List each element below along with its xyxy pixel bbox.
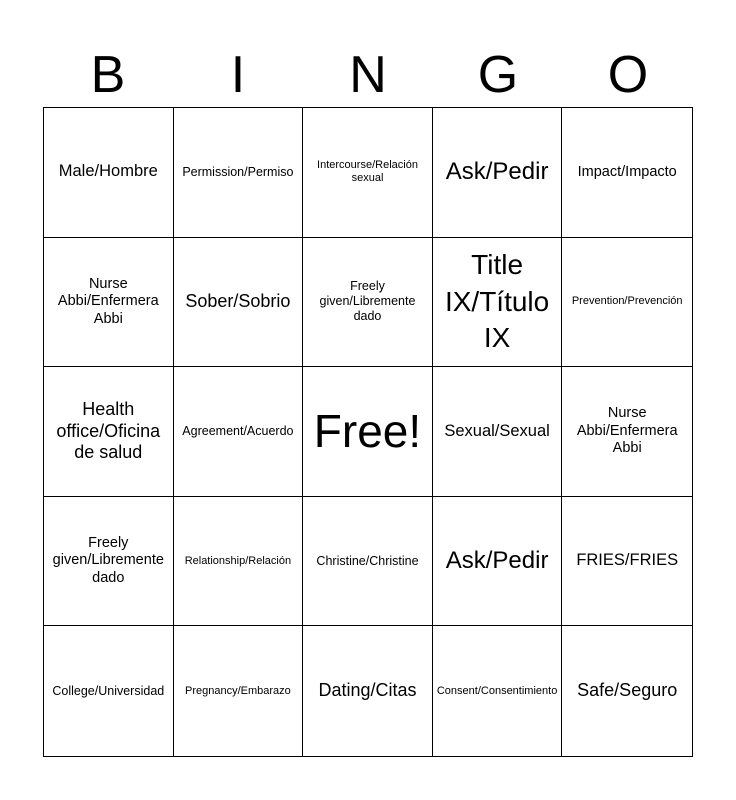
bingo-cell-r2-c1[interactable]: Agreement/Acuerdo — [174, 367, 304, 497]
bingo-cell-free[interactable]: Free! — [303, 367, 433, 497]
bingo-cell-r0-c0[interactable]: Male/Hombre — [44, 108, 174, 238]
bingo-header — [43, 40, 693, 110]
header-letter-n: N — [349, 46, 387, 104]
bingo-cell-r0-c2[interactable]: Intercourse/Relación sexual — [303, 108, 433, 238]
bingo-cell-r2-c0[interactable]: Health office/Oficina de salud — [44, 367, 174, 497]
bingo-cell-r2-c3[interactable]: Sexual/Sexual — [433, 367, 563, 497]
bingo-cell-r4-c2[interactable]: Dating/Citas — [303, 626, 433, 756]
header-letter-i: I — [230, 46, 246, 104]
bingo-cell-r3-c2[interactable]: Christine/Christine — [303, 497, 433, 627]
header-letter-b: B — [90, 46, 126, 104]
bingo-cell-r4-c4[interactable]: Safe/Seguro — [577, 680, 678, 701]
bingo-cell-r1-c4[interactable]: Prevention/Prevención — [562, 238, 692, 368]
bingo-cell-r4-c0[interactable]: College/Universidad — [44, 626, 174, 756]
bingo-cell-r4-c1[interactable]: Pregnancy/Embarazo — [174, 626, 304, 756]
header-letter-o: O — [607, 46, 649, 104]
bingo-board — [43, 107, 693, 757]
bingo-cell-r1-c3[interactable]: Title IX/Título IX — [433, 238, 563, 368]
bingo-cell-r0-c4[interactable]: Impact/Impacto — [562, 108, 692, 238]
bingo-cell-r0-c3[interactable]: Ask/Pedir — [433, 108, 563, 238]
bingo-cell-r3-c1[interactable]: Relationship/Relación — [174, 497, 304, 627]
bingo-cell-r3-c3[interactable]: Ask/Pedir — [433, 497, 563, 627]
header-letter-g: G — [477, 46, 519, 104]
bingo-cell-r3-c0[interactable]: Freely given/Libremente dado — [44, 497, 174, 627]
bingo-cell-r4-c3[interactable]: Consent/Consentimiento — [433, 626, 563, 756]
bingo-cell-r2-c4[interactable]: Nurse Abbi/Enfermera Abbi — [562, 367, 692, 497]
bingo-cell-r0-c1[interactable]: Permission/Permiso — [174, 108, 304, 238]
bingo-cell-r3-c4[interactable]: FRIES/FRIES — [562, 497, 692, 627]
bingo-cell-r1-c0[interactable]: Nurse Abbi/Enfermera Abbi — [44, 238, 174, 368]
bingo-cell-r1-c2[interactable]: Freely given/Libremente dado — [303, 238, 433, 368]
bingo-cell-r1-c1[interactable]: Sober/Sobrio — [174, 238, 304, 368]
